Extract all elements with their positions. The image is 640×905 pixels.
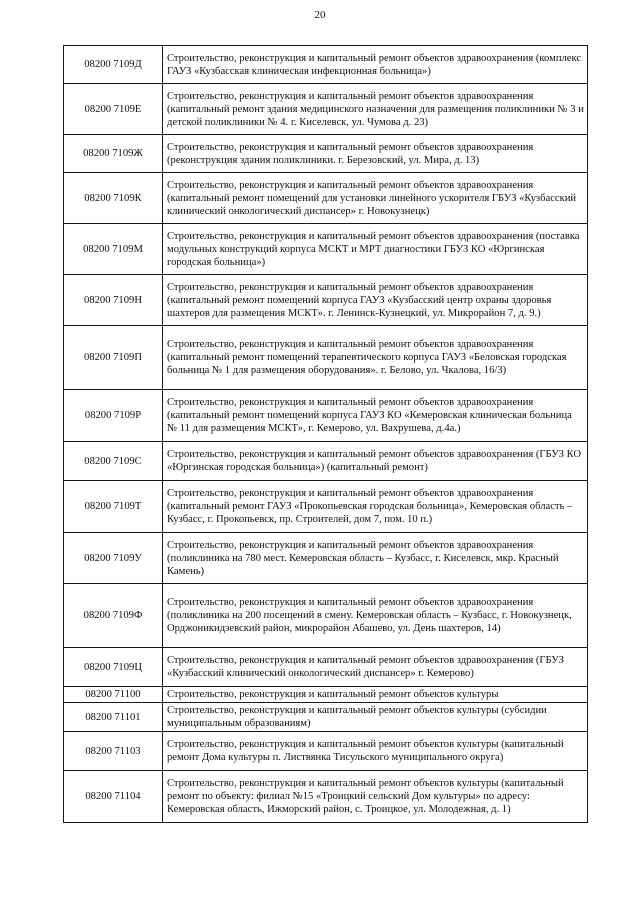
row-description-cell: Строительство, реконструкция и капитальный ремонт объектов здравоохранения (капитальный ремонт помещений корпуса ГАУЗ КО «Кемеровская клиническая больница № 11 для размещения МСКТ», г. Кемерово, ул. Вахрушева, д.4а.): [163, 390, 588, 442]
table-row: [64, 584, 588, 648]
table-row: [64, 326, 588, 390]
row-code-cell: 08200 7109Р: [64, 390, 163, 442]
row-code-cell: 08200 7109Ф: [64, 584, 163, 648]
table-row: [64, 648, 588, 687]
row-code-cell: 08200 71103: [64, 732, 163, 771]
row-description-cell: Строительство, реконструкция и капитальный ремонт объектов культуры (капитальный ремонт по объекту: филиал №15 «Троицкий сельский Дом культуры» по адресу: Кемеровская область, Ижморский район, с. Троицкое, ул. Молодежная, д. 1): [163, 771, 588, 823]
row-code-cell: 08200 7109К: [64, 173, 163, 224]
row-description-cell: Строительство, реконструкция и капитальный ремонт объектов здравоохранения (капитальный ремонт помещений для установки линейного ускорителя ГБУЗ «Кузбасский клинический онкологический диспансер» г. Новокузнецк): [163, 173, 588, 224]
row-code-cell: 08200 71104: [64, 771, 163, 823]
row-code-cell: 08200 7109Т: [64, 481, 163, 533]
row-code-cell: 08200 7109С: [64, 442, 163, 481]
table-row: [64, 224, 588, 275]
table-row: [64, 481, 588, 533]
table-row: [64, 84, 588, 135]
row-description-cell: Строительство, реконструкция и капитальный ремонт объектов здравоохранения (ГБУЗ «Кузбасский клинический онкологический диспансер» г. Кемерово): [163, 648, 588, 687]
table-row: [64, 771, 588, 823]
table-row: [64, 687, 588, 703]
table-row: [64, 732, 588, 771]
row-code-cell: 08200 7109Ц: [64, 648, 163, 687]
row-description-cell: Строительство, реконструкция и капитальный ремонт объектов здравоохранения (поставка модульных конструкций корпуса МСКТ и МРТ диагностики ГБУЗ КО «Юргинская городская больница»): [163, 224, 588, 275]
row-description-cell: Строительство, реконструкция и капитальный ремонт объектов здравоохранения (поликлиника на 200 посещений в смену. Кемеровская область – Кузбасс, г. Новокузнецк, Орджоникидзевский район, микрорайон Абашево, ул. День шахтеров, 14): [163, 584, 588, 648]
row-description-cell: Строительство, реконструкция и капитальный ремонт объектов здравоохранения (капитальный ремонт ГАУЗ «Прокопьевская городская больница», Кемеровская область – Кузбасс, г. Прокопьевск, пр. Строителей, дом 7, пом. 10 п.): [163, 481, 588, 533]
table-row: [64, 46, 588, 84]
row-code-cell: 08200 71101: [64, 703, 163, 732]
row-description-cell: Строительство, реконструкция и капитальный ремонт объектов здравоохранения (комплекс ГАУЗ «Кузбасская клиническая инфекционная больница»): [163, 46, 588, 84]
row-code-cell: 08200 7109П: [64, 326, 163, 390]
table-row: [64, 275, 588, 326]
row-description-cell: Строительство, реконструкция и капитальный ремонт объектов здравоохранения (капитальный ремонт помещений корпуса ГАУЗ «Кузбасский центр охраны здоровья шахтеров для размещения МСКТ». г. Ленинск-Кузнецкий, ул. Микрорайон 7, д. 9.): [163, 275, 588, 326]
table-body: [64, 46, 588, 823]
table-row: [64, 135, 588, 173]
row-code-cell: 08200 7109Д: [64, 46, 163, 84]
table-row: [64, 533, 588, 584]
table-row: [64, 173, 588, 224]
row-code-cell: 08200 7109Ж: [64, 135, 163, 173]
row-code-cell: 08200 7109Н: [64, 275, 163, 326]
row-description-cell: Строительство, реконструкция и капитальный ремонт объектов здравоохранения (ГБУЗ КО «Юргинская городская больница») (капитальный ремонт): [163, 442, 588, 481]
row-code-cell: 08200 7109У: [64, 533, 163, 584]
row-description-cell: Строительство, реконструкция и капитальный ремонт объектов здравоохранения (поликлиника на 780 мест. Кемеровская область – Кузбасс, г. Киселевск, мкр. Красный Камень): [163, 533, 588, 584]
budget-classification-table: [63, 45, 588, 823]
row-description-cell: Строительство, реконструкция и капитальный ремонт объектов культуры (капитальный ремонт Дома культуры п. Листвянка Тисульского муниципального округа): [163, 732, 588, 771]
table-row: [64, 390, 588, 442]
row-description-cell: Строительство, реконструкция и капитальный ремонт объектов здравоохранения (капитальный ремонт помещений терапевтического корпуса ГАУЗ «Беловская городская больница № 1 для размещения оборудования». г. Белово, ул. Чкалова, 16/3): [163, 326, 588, 390]
table-row: [64, 703, 588, 732]
row-code-cell: 08200 7109Е: [64, 84, 163, 135]
row-code-cell: 08200 71100: [64, 687, 163, 703]
row-description-cell: Строительство, реконструкция и капитальный ремонт объектов здравоохранения (реконструкция здания поликлиники. г. Березовский, ул. Мира, д. 13): [163, 135, 588, 173]
row-code-cell: 08200 7109М: [64, 224, 163, 275]
row-description-cell: Строительство, реконструкция и капитальный ремонт объектов культуры: [163, 687, 588, 703]
page-number: 20: [314, 9, 326, 21]
row-description-cell: Строительство, реконструкция и капитальный ремонт объектов культуры (субсидии муниципальным образованиям): [163, 703, 588, 732]
table-row: [64, 442, 588, 481]
row-description-cell: Строительство, реконструкция и капитальный ремонт объектов здравоохранения (капитальный ремонт здания медицинского назначения для размещения поликлиники № 3 и детской поликлиники № 4. г. Киселевск, ул. Чумова д. 23): [163, 84, 588, 135]
